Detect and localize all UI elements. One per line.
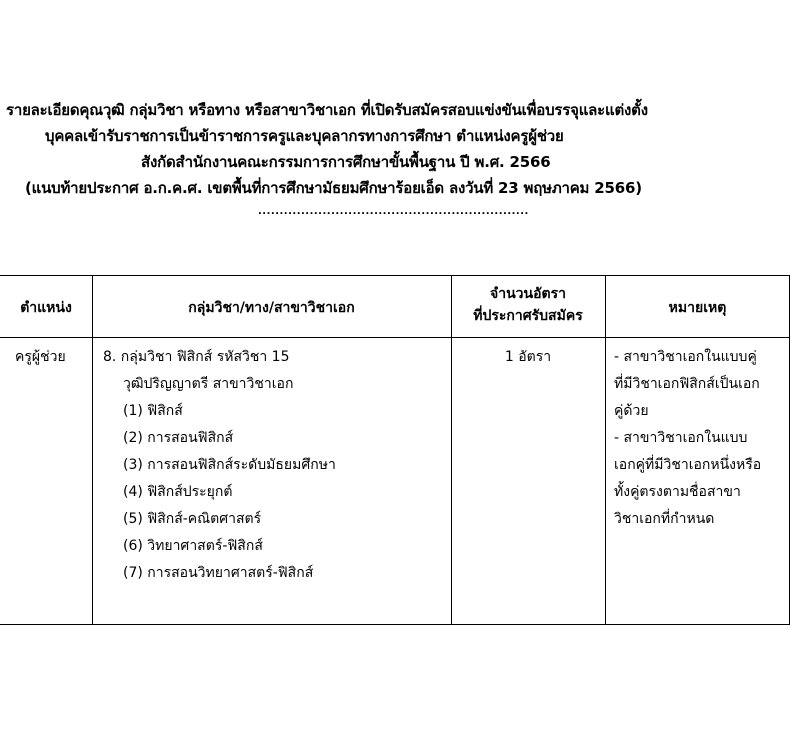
column-header-subject: กลุ่มวิชา/ทาง/สาขาวิชาเอก [188, 300, 355, 316]
table-header-separator [0, 337, 789, 338]
table-divider [92, 276, 93, 624]
major-item: (7) การสอนวิทยาศาสตร์-ฟิสิกส์ [123, 565, 314, 581]
header-line-3: สังกัดสำนักงานคณะกรรมการการศึกษาขั้นพื้นฐาน ปี พ.ศ. 2566 [141, 153, 551, 171]
note-line: - สาขาวิชาเอกในแบบคู่ [614, 349, 757, 365]
header-dotted-rule: ............................................................... [258, 206, 529, 217]
major-item: (3) การสอนฟิสิกส์ระดับมัธยมศึกษา [123, 457, 336, 473]
subject-title: 8. กลุ่มวิชา ฟิสิกส์ รหัสวิชา 15 [103, 349, 290, 365]
header-line-2: บุคคลเข้ารับราชการเป็นข้าราชการครูและบุคลากรทางการศึกษา ตำแหน่งครูผู้ช่วย [45, 127, 564, 145]
note-line: ทั้งคู่ตรงตามชื่อสาขา [614, 484, 741, 500]
table-divider [605, 276, 606, 624]
table-divider [451, 276, 452, 624]
note-line: ที่มีวิชาเอกฟิสิกส์เป็นเอก [614, 376, 760, 392]
note-line: เอกคู่ที่มีวิชาเอกหนึ่งหรือ [614, 457, 762, 473]
note-line: วิชาเอกที่กำหนด [614, 511, 715, 527]
header-line-4: (แนบท้ายประกาศ อ.ก.ค.ศ. เขตพื้นที่การศึกษามัธยมศึกษาร้อยเอ็ด ลงวันที่ 23 พฤษภาคม 2566) [25, 179, 642, 197]
qualifications-table [0, 275, 790, 625]
cell-position: ครูผู้ช่วย [15, 349, 66, 365]
column-header-count [451, 283, 605, 327]
cell-note [614, 344, 761, 533]
major-item: (2) การสอนฟิสิกส์ [123, 430, 234, 446]
column-header-note: หมายเหตุ [668, 300, 727, 316]
column-header-count-line-1: จำนวนอัตรา [490, 286, 566, 302]
cell-count: 1 อัตรา [504, 349, 552, 365]
note-line: คู่ด้วย [614, 403, 649, 419]
header-line-1: รายละเอียดคุณวุฒิ กลุ่มวิชา หรือทาง หรือสาขาวิชาเอก ที่เปิดรับสมัครสอบแข่งขันเพื่อบรรจุและแต่งตั้ง [6, 101, 648, 119]
column-header-position: ตำแหน่ง [20, 300, 72, 316]
degree-line: วุฒิปริญญาตรี สาขาวิชาเอก [123, 376, 294, 392]
major-item: (1) ฟิสิกส์ [123, 403, 183, 419]
major-item: (4) ฟิสิกส์ประยุกต์ [123, 484, 233, 500]
column-header-count-line-2: ที่ประกาศรับสมัคร [473, 308, 583, 324]
note-line: - สาขาวิชาเอกในแบบ [614, 430, 748, 446]
major-item: (5) ฟิสิกส์-คณิตศาสตร์ [123, 511, 262, 527]
major-item: (6) วิทยาศาสตร์-ฟิสิกส์ [123, 538, 263, 554]
cell-subject [103, 344, 336, 587]
